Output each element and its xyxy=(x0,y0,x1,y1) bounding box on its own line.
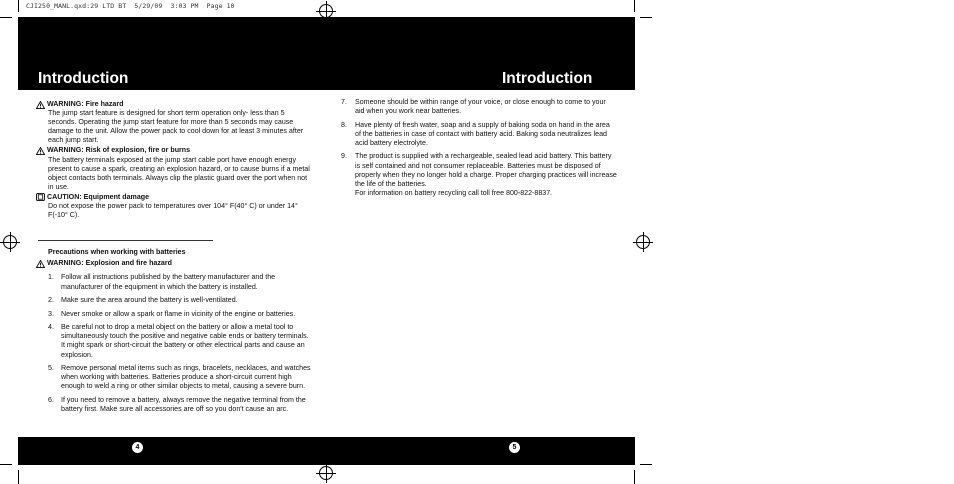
crop-mark xyxy=(634,0,635,12)
crop-mark xyxy=(0,464,12,465)
crop-mark xyxy=(634,470,635,484)
warning-triangle-icon xyxy=(36,147,45,155)
list-item xyxy=(36,296,314,305)
caution-block xyxy=(36,193,314,220)
item-text: Follow all instructions published by the battery manufacturer and the manufacturer of the equipment in which the battery is installed. xyxy=(61,273,276,291)
crop-mark xyxy=(18,470,19,484)
item-number: 5. xyxy=(48,364,54,373)
precautions-list xyxy=(36,273,314,414)
crop-mark xyxy=(640,464,652,465)
warning-triangle-icon xyxy=(36,101,45,109)
page-number-right: 5 xyxy=(509,442,520,453)
item-number: 9. xyxy=(341,152,347,161)
item-number: 8. xyxy=(341,120,347,129)
list-item xyxy=(341,121,617,148)
warning-heading: WARNING: Risk of explosion, fire or burns xyxy=(47,146,191,155)
item-text: Someone should be within range of your voice, or close enough to come to your aid when you work near batteries. xyxy=(355,98,606,116)
page-number-left: 4 xyxy=(132,442,143,453)
caution-heading: CAUTION: Equipment damage xyxy=(47,192,150,201)
footer-band xyxy=(18,437,635,465)
item-text: Be careful not to drop a metal object on the battery or allow a metal tool to simultaneously touch the positive and negative cable ends or battery terminals. It might spark or short-circuit the battery or other electrical parts and cause an explosion. xyxy=(61,323,309,359)
registration-mark-icon xyxy=(3,235,17,249)
print-slug: CJI250_MANL.qxd:29 LTD BT 5/29/09 3:03 PM Page 10 xyxy=(26,2,235,10)
crop-mark xyxy=(640,17,652,18)
warning-text: The battery terminals exposed at the jump start cable port have enough energy present to cause a spark, creating an explosion hazard, or to cause burns if a metal object contacts both terminals. Always clip the plastic guard over the port when not in use. xyxy=(48,155,310,191)
list-item xyxy=(36,310,314,319)
right-column xyxy=(341,98,617,198)
caution-icon xyxy=(36,193,45,201)
item-text: Have plenty of fresh water, soap and a supply of baking soda on hand in the area of the batteries in case of contact with battery acid. Baking soda neutralizes lead acid battery electrolyte. xyxy=(355,120,610,147)
warning-heading: WARNING: Fire hazard xyxy=(47,100,124,108)
item-number: 6. xyxy=(48,395,54,404)
item-text: Make sure the area around the battery is well-ventilated. xyxy=(61,296,238,305)
precautions-list-continued xyxy=(341,98,617,189)
left-column xyxy=(36,100,314,419)
crop-mark xyxy=(18,0,19,12)
item-text: Remove personal metal items such as rings, bracelets, necklaces, and watches when working with batteries. Batteries produce a short-circuit current high enough to weld a ring or other similar objects to metal, causing a severe burn. xyxy=(61,364,311,391)
list-item xyxy=(36,273,314,291)
warning-block xyxy=(36,100,314,145)
warning-block xyxy=(36,146,314,191)
item-text: If you need to remove a battery, always remove the negative terminal from the battery first. Make sure all accessories are off so you don't cause an arc. xyxy=(61,395,306,414)
registration-mark-icon xyxy=(636,235,650,249)
warning-block xyxy=(36,259,314,268)
item-number: 4. xyxy=(48,323,54,332)
page-title-right: Introduction xyxy=(502,70,593,87)
warning-text: The jump start feature is designed for short term operation only- less than 5 seconds. Operating the jump start feature for more than 5 seconds may cause damage to the unit. Allow the power pack to cool down for at least 3 minutes after each jump start. xyxy=(48,109,304,145)
list-item xyxy=(36,396,314,414)
registration-mark-icon xyxy=(319,4,333,18)
item-number: 2. xyxy=(48,296,54,305)
caution-text: Do not expose the power pack to temperatures over 104° F(40° C) or under 14° F(-10° C). xyxy=(48,202,298,220)
page-title-left: Introduction xyxy=(38,70,129,87)
list-item xyxy=(341,152,617,188)
warning-triangle-icon xyxy=(36,260,45,268)
list-item xyxy=(36,323,314,359)
recycling-info: For information on battery recycling call toll free 800-822-8837. xyxy=(355,188,553,197)
item-text: Never smoke or allow a spark or flame in vicinity of the engine or batteries. xyxy=(61,309,296,318)
list-item xyxy=(36,364,314,391)
list-item xyxy=(341,98,617,116)
warning-heading: WARNING: Explosion and fire hazard xyxy=(47,259,172,268)
section-divider xyxy=(38,240,213,241)
item-number: 1. xyxy=(48,273,54,282)
item-text: The product is supplied with a rechargeable, sealed lead acid battery. This battery is self contained and not consumer replaceable. Batteries must be disposed of properly when they no longer hold a charge. Proper charging practices will increase the life of the batteries. xyxy=(355,152,617,188)
item-number: 7. xyxy=(341,98,347,106)
crop-mark xyxy=(0,17,12,18)
registration-mark-icon xyxy=(319,466,333,480)
item-number: 3. xyxy=(48,309,54,318)
section-heading: Precautions when working with batteries xyxy=(48,248,186,257)
